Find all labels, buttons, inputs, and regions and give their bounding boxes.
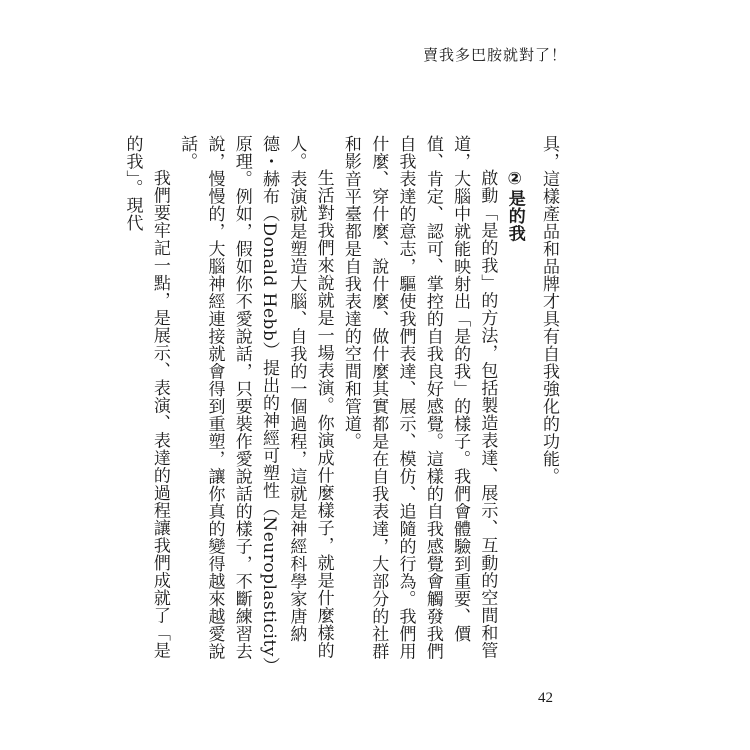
running-header: 賣我多巴胺就對了！ [422,46,567,64]
section-heading-number: ② [504,169,525,190]
section-gap [528,135,535,675]
section-heading [500,135,527,675]
page-number: 42 [538,690,553,706]
paragraph-continued: 具，這樣產品和品牌才具有自我強化的功能。 [539,135,559,485]
body-text [118,135,562,675]
paragraph-2: 生活對我們來說就是一場表演。你演成什麼樣子，就是什麼樣的人。表演就是塑造大腦、自我的一個過程，這就是神經科學家唐納德・赫布（Donald Hebb）提出的神經可塑性（Neuroplasticity）原理。例如，假如你不愛說話，只要裝作愛說話的樣子，不斷練習去說，慢慢的，大腦神經連接就會得到重塑，讓你真的變得越來越愛說話。 [177,135,334,675]
paragraph-3: 我們要牢記一點，是展示、表演、表達的過程讓我們成就了「是的我」。現代 [122,135,170,659]
section-heading-text: 是的我 [504,189,525,242]
paragraph-1: 啟動「是的我」的方法，包括製造表達、展示、互動的空間和管道，大腦中就能映射出「是的我」的樣子。我們會體驗到重要、價值、肯定、認可、掌控的自我良好感覺。這樣的自我感覺會觸發我們自我表達的意志，驅使我們表達、展示、模仿、追隨的行為。我們用什麼、穿什麼、說什麼、做什麼其實都是在自我表達，大部分的社群和影音平臺都是自我表達的空間和管道。 [340,135,498,660]
